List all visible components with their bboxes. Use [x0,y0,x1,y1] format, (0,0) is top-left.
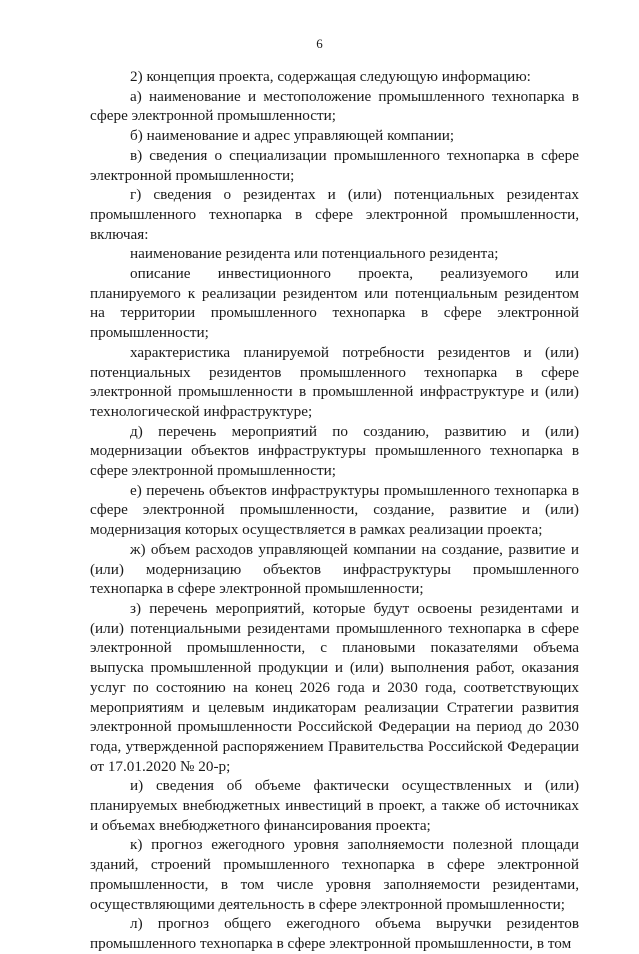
paragraph-l: л) прогноз общего ежегодного объема выручки резидентов промышленного технопарка в сфере электронной промышленности, в том [90,915,579,952]
paragraph-v: в) сведения о специализации промышленного технопарка в сфере электронной промышленности; [90,146,579,184]
paragraph-infrastructure-needs: характеристика планируемой потребности резидентов и (или) потенциальных резидентов промышленного технопарка в сфере электронной промышленности в промышленной инфраструктуре и (или) технологической инфраструктуре; [90,343,579,420]
paragraph-z: з) перечень мероприятий, которые будут освоены резидентами и (или) потенциальными резидентами промышленного технопарка в сфере электронной промышленности, с плановыми показателями объема выпуска промышленной продукции и (или) выполнения работ, оказания услуг по состоянию на конец 2026 года и 2030 года, соответствующих мероприятиям и целевым индикаторам реализации Стратегии развития электронной промышленности Российской Федерации на период до 2030 года, утвержденной распоряжением Правительства Российской Федерации от 17.01.2020 № 20-р; [90,599,579,775]
paragraph-g: г) сведения о резидентах и (или) потенциальных резидентах промышленного технопарка в сфере электронной промышленности, включая: [90,186,579,243]
paragraph-a: а) наименование и местоположение промышленного технопарка в сфере электронной промышленности; [90,87,579,125]
paragraph-e: е) перечень объектов инфраструктуры промышленного технопарка в сфере электронной промышленности, создание, развитие и (или) модернизация которых осуществляется в рамках реализации проекта; [90,481,579,539]
paragraph-resident-name: наименование резидента или потенциального резидента; [130,245,499,263]
paragraph-k: к) прогноз ежегодного уровня заполняемости полезной площади зданий, строений промышленного технопарка в сфере электронной промышленности, в том числе уровня заполняемости резидентами, осуществляющими деятельность в сфере электронной промышленности; [90,836,579,913]
paragraph-concept: 2) концепция проекта, содержащая следующую информацию: [130,68,531,85]
paragraph-zh: ж) объем расходов управляющей компании на создание, развитие и (или) модернизацию объектов инфраструктуры промышленного технопарка в сфере электронной промышленности; [90,540,579,598]
paragraph-b: б) наименование и адрес управляющей компании; [130,127,455,145]
paragraph-i: и) сведения об объеме фактически осуществленных и (или) планируемых внебюджетных инвестиций в проект, а также об источниках и объемах внебюджетного финансирования проекта; [90,777,579,834]
document-body [90,67,579,954]
paragraph-project-description: описание инвестиционного проекта, реализуемого или планируемого к реализации резидентом или потенциальным резидентом на территории промышленного технопарка в сфере электронной промышленности; [90,265,579,342]
page-number: 6 [316,36,323,51]
paragraph-d: д) перечень мероприятий по созданию, развитию и (или) модернизации объектов инфраструктуры промышленного технопарка в сфере электронной промышленности; [90,422,579,480]
